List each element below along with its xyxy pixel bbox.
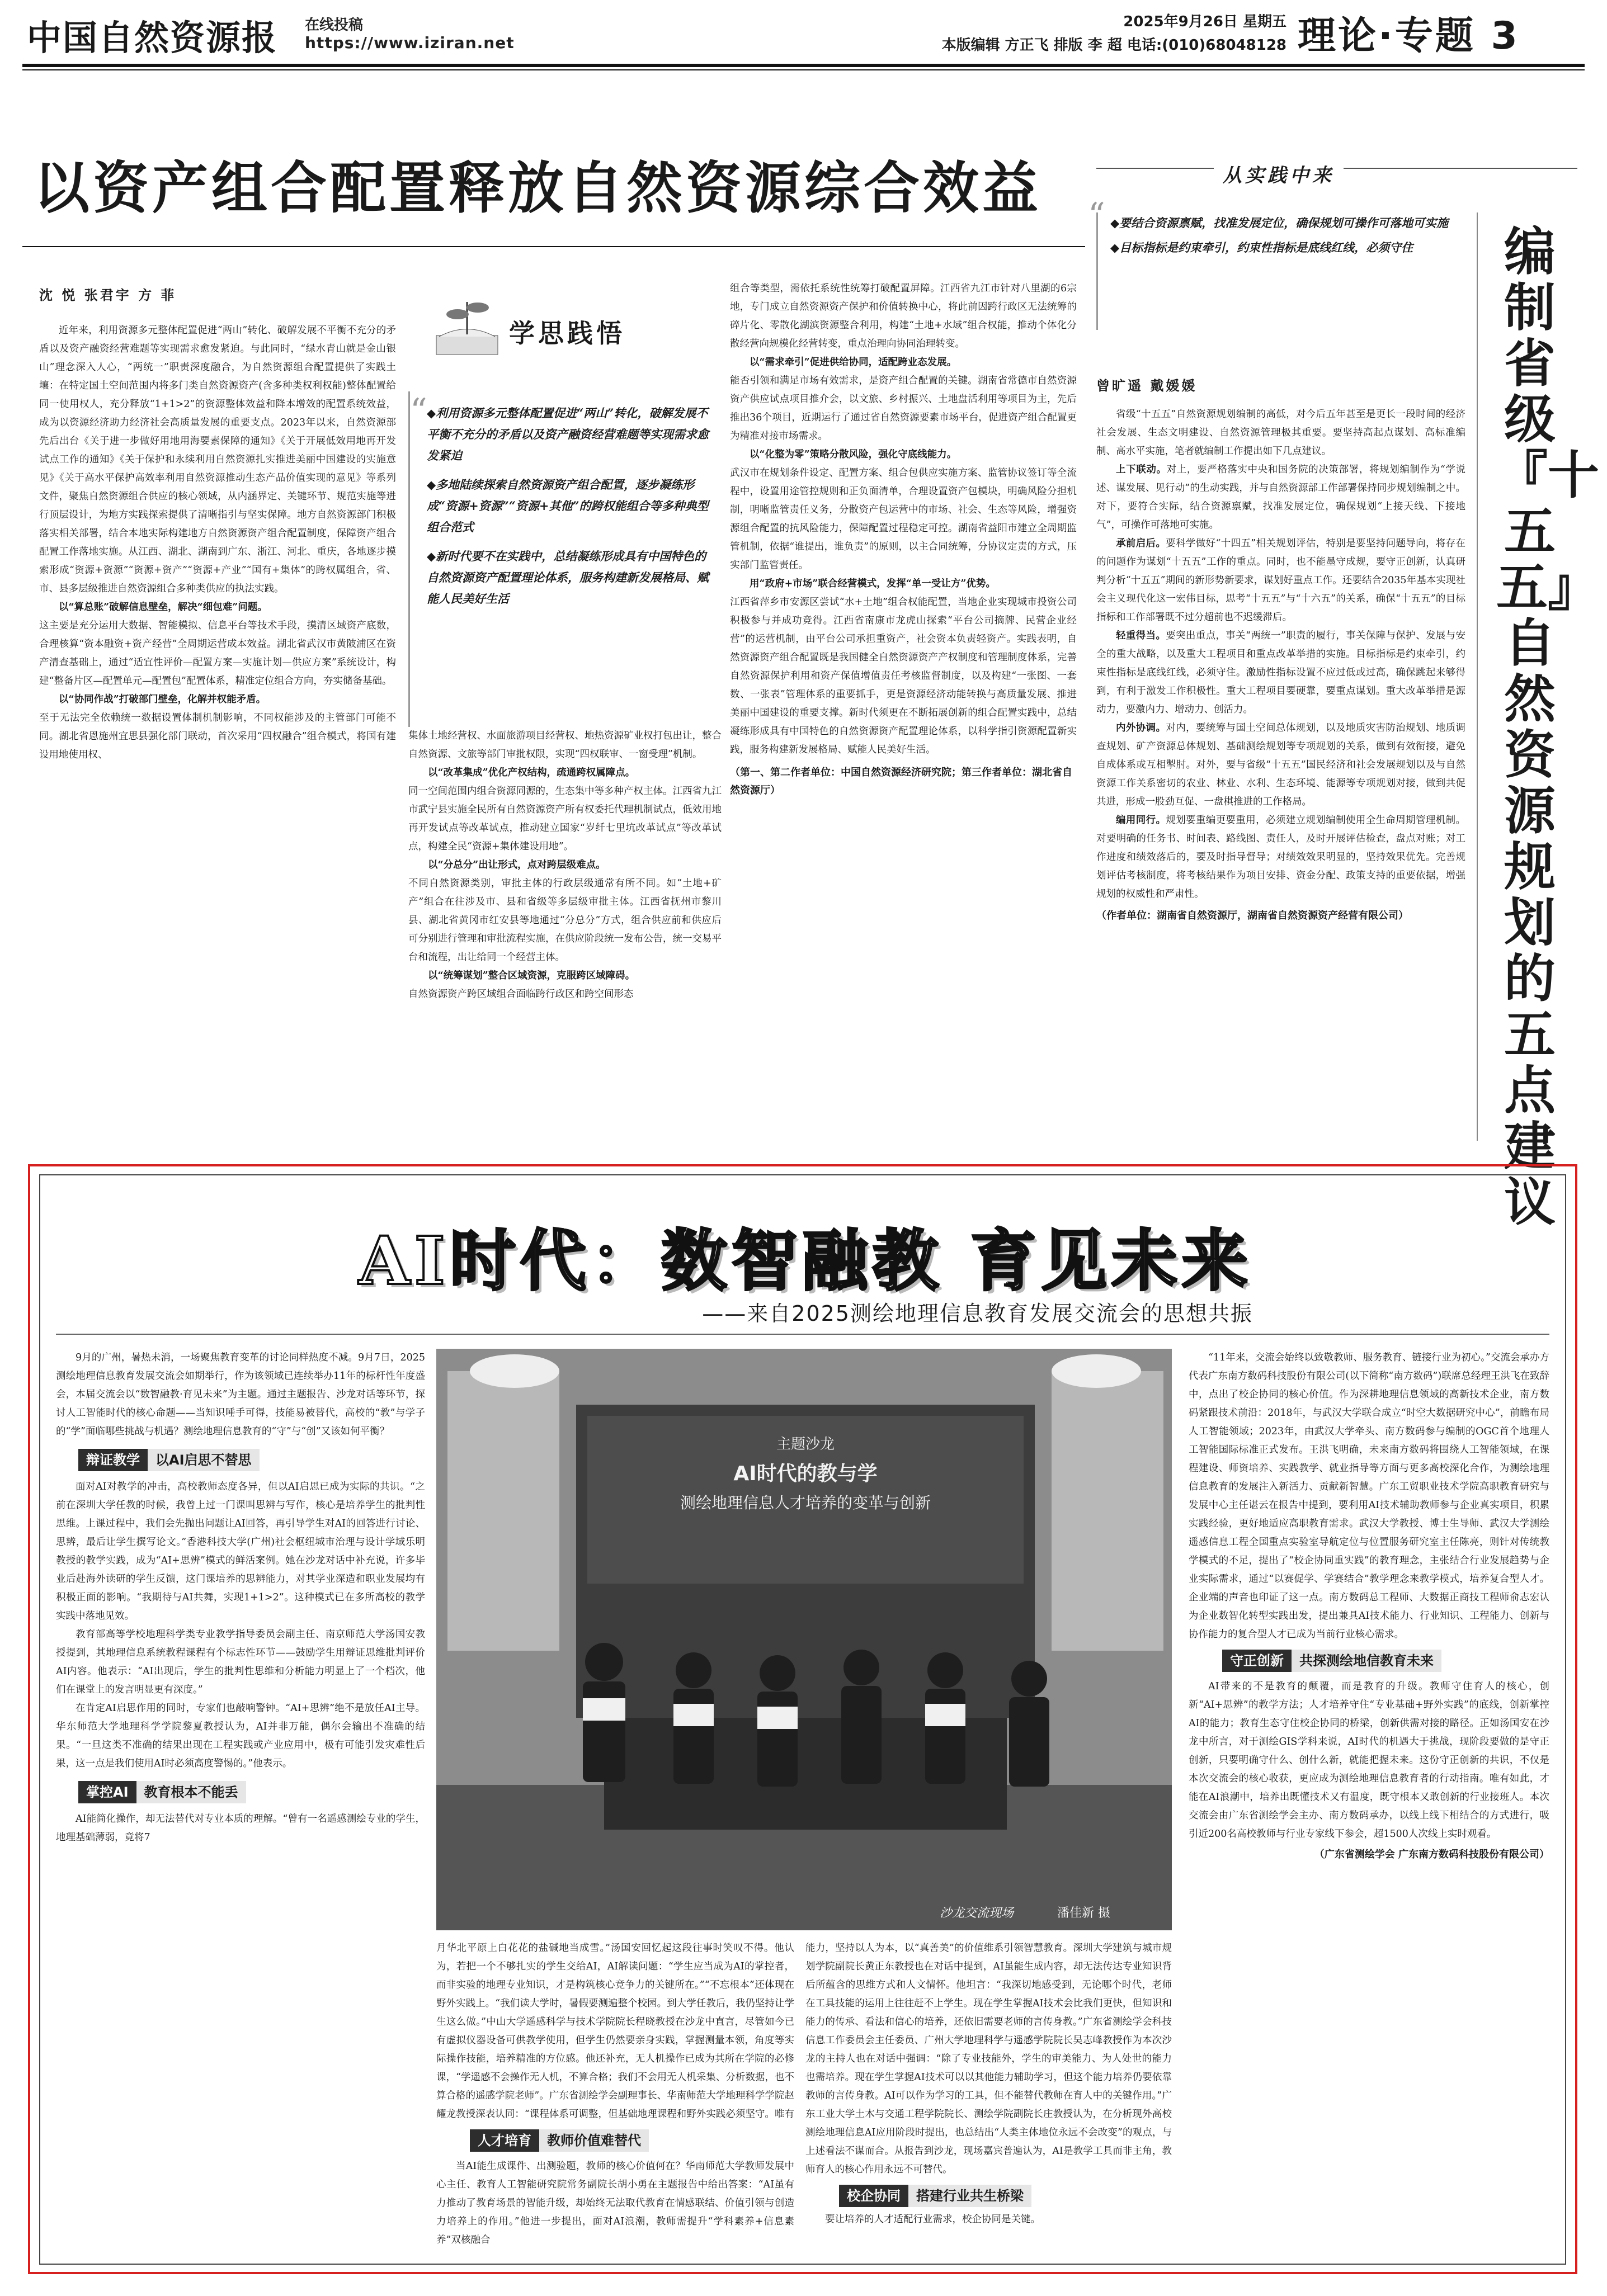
article1-col2-body: 集体土地经营权、水面旅游项目经营权、地热资源矿业权打包出让，整合自然资源、文旅等部门审批权限，实现“四权联审、一窗受理”机制。 (408, 730, 722, 760)
book-plant-illustration (431, 291, 509, 363)
article2-vertical-headline: 编制省级『十五五』自然资源规划的五点建议 (1496, 221, 1600, 1232)
photo-banner (587, 1433, 1024, 1513)
quote-mark-icon: “ (410, 391, 427, 431)
website-link[interactable]: https://www.iziran.net (305, 34, 515, 52)
photo-banner-line2: AI时代的教与学 (733, 1462, 878, 1485)
article2-title-rule (1477, 212, 1478, 1141)
article2-authors: 曾旷遥 戴媛媛 (1096, 378, 1198, 394)
article2-body (1096, 405, 1465, 1138)
article1-col1-body: 近年来，利用资源多元整体配置促进“两山”转化、破解发展不平衡不充分的矛盾以及资产融资经营难题等实现需求愈发紧迫。与此同时，“绿水青山就是金山银山”理念深入人心，“两统一”职责深度融合，为自然资源组合配置提供了实践土壤：在特定国土空间范围内将多门类自然资源资产(含多种类权利权能)整体配置给同一使用权人，充分释放“1+1>2”的资源整体效益和降本增效的配置系统效益，成为以资源经济助力经济社会高质量发展的重要支点。2023年以来，自然资源部先后出台《关于进一步做好用地用海要素保障的通知》《关于开展低效用地再开发试点工作的通知》《关于保护和永续利用自然资源扎实推进美丽中国建设的实施意见》《关于高水平保护高效率利用自然资源推动生态产品价值实现的意见》等系列文件，聚焦自然资源组合供应的核心领域，从内涵界定、关键环节、规范实施等进行顶层设计，为地方实践探索提供了清晰指引与坚实保障。地方自然资源部门积极落实相关部署，结合本地实际构建地方自然资源资产组合配置制度，保障资产组合配置工作落地实施。从江西、湖北、湖南到广东、浙江、河北、重庆，各地逐步摸索形成“资源+资源”“资源+资产”“资源+产业”“国有+集体”的跨权属组合，省、市、县多层级推进自然资源组合多种类供应的执法实践。 (39, 325, 396, 594)
page-number: 3 (1491, 14, 1520, 58)
article1-col3-subhead1: 以“需求牵引”促进供给协同，适配跨业态发展。 (750, 357, 957, 368)
article3-headline: AI时代：数智融教 育见未来 (359, 1222, 1252, 1300)
article1-column-1 (39, 322, 396, 1149)
masthead-rule-thin (22, 69, 1585, 70)
article3-intro: 9月的广州，暑热未消，一场聚焦教育变革的讨论同样热度不减。9月7日，2025测绘地理信息教育发展交流会如期举行，作为该领域已连续举办11年的标杆性年度盛会，本届交流会以“数智融教·育见未来”为主题。通过主题报告、沙龙对话等环节，探讨人工智能时代的核心命题——当知识唾手可得，技能易被替代，高校的“教”与学子的“学”面临哪些挑战与机遇？测绘地理信息教育的“守”与“创”又该如何平衡？ (56, 1352, 425, 1437)
subhead-tag: 守正创新 (1222, 1650, 1292, 1672)
study-sidebar (408, 291, 722, 738)
article3-subhead-5 (1222, 1650, 1549, 1672)
photo-credit: 潘佳新 摄 (1057, 1906, 1110, 1920)
article2-quote-panel (1088, 196, 1454, 330)
article1-col2-sub1-body: 同一空间范围内组合资源同源的，生态集中等多种产权主体。江西省九江市武宁县实施全民所有自然资源资产所有权委托代理机制试点，低效用地再开发试点等改革试点，推动建立国家“岁纤七里坑改革试点”等改革试点，构建全民“资源+集体建设用地”。 (408, 786, 722, 852)
article1-col2-sub2-body: 不同自然资源类别，审批主体的行政层级通常有所不同。如“土地+矿产”组合在往涉及市、县和省级等多层级审批主体。江西省抚州市黎川县、湖北省黄冈市红安县等地通过“分总分”方式，组合供应前和供应后可分别进行管理和审批流程实施，在供应阶段统一发布公告，统一交易平台和流程，出让给同一个经营主体。 (408, 878, 722, 963)
subhead-tag: 校企协同 (839, 2185, 908, 2207)
practice-label: 从实践中来 (1214, 160, 1344, 187)
article2-point: 轻重得当。要突出重点，事关“两统一”职责的履行，事关保障与保护、发展与安全的重大战略，以及重大工程项目和重点改革举措的实施。目标指标是约束牵引，约束性指标是底线红线，必须守住。激励性指标设置不应过低或过高，确保跳起来够得到，有利于激发工作积极性。重大工程项目要硬靠，要重点谋划。重大改革举措是源动力，要激内力、增动力、创活力。 (1096, 630, 1465, 715)
subhead-title: 以AI启思不替思 (148, 1449, 260, 1471)
article1-col3-subhead3: 用“政府+市场”联合经营模式，发挥“单一受让方”优势。 (750, 578, 996, 589)
article1-col3-sub2-body: 武汉市在规划条件设定、配置方案、组合包供应实施方案、监管协议签订等全流程中，设置用途管控规则和正负面清单，合理设置资产包模块，明确风险分担机制，明晰监管责任义务，分散资产包运营中的市场、社会、生态等风险，增强资源组合配置的抗风险能力，保障配置过程稳定可控。湖南省益阳市建立全周期监管机制，依据“谁提出，谁负责”的原则，以主合同统筹，分协议定责的方式，压实部门监管责任。 (730, 467, 1077, 571)
article3-column-3 (805, 1939, 1172, 2260)
quote-mark-icon: “ (1088, 196, 1105, 235)
article1-authors: 沈 悦 张君宇 方 菲 (39, 287, 177, 303)
study-sidebar-label: 学思践悟 (509, 318, 625, 348)
subhead-title: 搭建行业共生桥梁 (908, 2185, 1031, 2207)
article3-subhead-4 (839, 2185, 1172, 2207)
article3-column-2 (436, 1939, 794, 2260)
article1-source: （第一、第二作者单位：中国自然资源经济研究院；第三作者单位：湖北省自然资源厅） (730, 767, 1072, 796)
masthead-rule (22, 64, 1585, 67)
article1-col2-subhead3: 以“统筹谋划”整合区域资源，克服跨区域障碍。 (428, 970, 635, 981)
article1-column-3 (730, 280, 1077, 1149)
paper-name: 中国自然资源报 (27, 17, 278, 58)
sidebar-item: ◆利用资源多元整体配置促进“两山”转化，破解发展不平衡不充分的矛盾以及资产融资经营难题等实现需求愈发紧迫 (427, 406, 709, 462)
photo-banner-line1: 主题沙龙 (776, 1436, 835, 1453)
article3-sec3-body: 当AI能生成课件、出测验题，教师的核心价值何在？华南师范大学教师发展中心主任、教育人工智能研究院常务副院长胡小勇在主题报告中给出答案：“AI虽有力推动了教育场景的智能升级，却始终无法取代教育在情感联结、价值引领与创造力培养上的作用。”他进一步提出，面对AI浪潮，教师需提升“学科素养+信息素养”双核融合 (436, 2161, 794, 2246)
photo-banner-line3: 测绘地理信息人才培养的变革与创新 (680, 1494, 931, 1512)
article3-sec1-body3: 在肯定AI启思作用的同时，专家们也敲响警钟。“AI+思辨”绝不是放任AI主导。华东师范大学地理科学学院黎夏教授认为，AI并非万能，偶尔会输出不准确的结果。“一旦这类不准确的结果出现在工程实践或产业应用中，极有可能引发灾难性后果，这一点是我们使用AI时必须高度警惕的。”他表示。 (56, 1703, 425, 1769)
article3-sec5-body: AI带来的不是教育的颠覆，而是教育的升级。教师守住育人的核心，创新“AI+思辨”的教学方法；人才培养守住“专业基础+野外实践”的底线，创新掌控AI的能力；教育生态守住校企协同的桥梁，创新供需对接的路径。正如汤国安在沙龙中所言，对于测绘GIS学科来说，AI时代的机遇大于挑战，现阶段要做的是守正创新，只要明确守什么、创什么新，就能把握未来。这份守正创新的共识，不仅是本次交流会的核心收获，更应成为测绘地理信息教育者的行动指南。唯有如此，才能在AI浪潮中，培养出既懂技术又有温度，既守根本又敢创新的行业接班人。本次交流会由广东省测绘学会主办、南方数码承办，以线上线下相结合的方式进行，吸引近200名高校教师与行业专家线下参会，超1500人次线上实时观看。 (1189, 1681, 1549, 1840)
event-photo (436, 1349, 1172, 1930)
article3-col4-body: “11年来，交流会始终以致敬教师、服务教育、链接行业为初心。”交流会承办方代表广东南方数码科技股份有限公司(以下简称“南方数码”)联席总经理王洪飞在致辞中，点出了校企协同的核心价值。作为深耕地理信息领域的高新技术企业，南方数码紧跟技术前沿：2018年，与武汉大学联合成立“时空大数据研究中心”，前瞻布局人工智能领域；2023年，由武汉大学牵头、南方数码参与编制的OGC首个地理人工智能国际标准正式发布。王洪飞明确，未来南方数码将围绕人工智能领域，在课程建设、师资培养、实践教学、就业指导等方面与更多高校深化合作，为测绘地理信息教育的发展注入新活力、贡献新智慧。广东工贸职业技术学院高职教育研究与发展中心主任谌云在报告中提到，要利用AI技术辅助教师参与企业真实项目，积累实践经验，更好地适应高职教育需求。武汉大学教授、博士生导师、武汉大学测绘遥感信息工程全国重点实验室导航定位与位置服务研究室主任陈亮，则针对传统教学模式的不足，提出了“校企协同重实践”的教育理念，主张结合行业发展趋势与企业实际需求，通过“以赛促学、学赛结合”教学理念来教学模式，培养复合型人才。企业端的声音也印证了这一点。南方数码总工程师、大数据正商技工程师俞志宏认为企业数智化转型实践出发，提出兼具AI技术能力、行业知识、工程能力、创新与协作能力的复合型人才已成为当前行业核心需求。 (1189, 1352, 1549, 1640)
subhead-title: 共探测绘地信教育未来 (1292, 1650, 1441, 1672)
subhead-title: 教师价值难替代 (539, 2129, 649, 2152)
article1-col2-subhead1: 以“改革集成”优化产权结构，疏通跨权属障点。 (428, 767, 635, 778)
article2-point: 内外协调。对内，要统筹与国土空间总体规划，以及地质灾害防治规划、地质调查规划、矿产资源总体规划、基础测绘规划等专项规划的关系，做到有效衔接，避免自成体系或互相掣肘。对外，要与省级“十五五”国民经济和社会发展规划以及与自然资源工作关系密切的农业、林业、水利、生态环境、能源等专项规划对接，做到共促共进，形成一股劲互促、一盘棋推进的工作格局。 (1096, 722, 1465, 807)
article2-source: （作者单位：湖南省自然资源厅，湖南省自然资源资产经营有限公司） (1096, 910, 1408, 922)
article3-title-rule (56, 1334, 1549, 1335)
editor-line: 本版编辑 方正飞 排版 李 超 电话:(010)68048128 (941, 37, 1286, 54)
article1-col1-sub2-body: 至于无法完全依赖统一数据设置体制机制影响，不同权能涉及的主管部门可能不同。湖北省恩施州宜思县强化部门联动，首次采用“四权融合”组合模式，将国有建设用地使用权、 (39, 712, 396, 760)
article1-col1-sub1-body: 这主要是充分运用大数据、智能模拟、信息平台等技术手段，摸清区域资产底数，合理核算“资本融资+资产经营”全周期运营成本效益。湖北省武汉市黄陂浦区在资产清查基础上，通过“适宜性评价—配置方案—实施计划—供应方案”系统设计，构建“整备片区—配置单元—配置包”配置体系，精准定位组合方向，夯实储备基础。 (39, 620, 396, 687)
subhead-tag: 辩证教学 (78, 1449, 148, 1471)
article1-headline: 以资产组合配置释放自然资源综合效益 (34, 155, 1042, 221)
headline-rule (22, 246, 1085, 247)
article2-point: 编用同行。规划要重编更要重用，必须建立规划编制使用全生命周期管理机制。对要明确的任务书、时间表、路线图、责任人，及时开展评估检查，盘点对账；对工作进度和绩效落后的，要及时指导督导；对绩效效果明显的，坚持效果优先。完善规划评估考核制度，将考核结果作为项目安排、资金分配、政策支持的重要依据，增强规划的权威性和严肃性。 (1096, 815, 1465, 900)
article1-col2-sub3-body: 自然资源资产跨区域组合面临跨行政区和跨空间形态 (408, 989, 634, 1000)
article1-col3-subhead2: 以“化整为零”策略分散风险，强化守底线能力。 (750, 449, 957, 460)
article1-col3-sub1-body: 能否引领和满足市场有效需求，是资产组合配置的关键。湖南省常德市自然资源资产供应试点项目推介会，以文旅、乡村振兴、土地盘活利用等项目为主，先后推出36个项目，近期运行了通过省自然资源要素市场平台，促进资产组合配置更为精准对接市场需求。 (730, 375, 1077, 442)
article3-subtitle: ——来自2025测绘地理信息教育发展交流会的思想共振 (702, 1301, 1253, 1326)
article3-subhead-1 (78, 1449, 425, 1471)
article3-sec4-body: 要让培养的人才适配行业需求，校企协同是关键。 (825, 2214, 1040, 2225)
subhead-title: 教育根本不能丢 (136, 1781, 246, 1803)
sidebar-item: ◆新时代要不在实践中，总结凝练形成具有中国特色的自然资源资产配置理论体系，服务构建新发展格局、赋能人民美好生活 (427, 549, 709, 606)
article2-intro: 省级“十五五”自然资源规划编制的高低，对今后五年甚至是更长一段时间的经济社会发展、生态文明建设、自然资源管理极其重要。要坚持高起点谋划、高标准编制、高水平实施，笔者就编制工作提出如下几点建议。 (1096, 409, 1465, 457)
section-title (1298, 6, 1520, 60)
article1-column-2 (408, 727, 722, 1149)
article1-col1-subhead2: 以“协同作战”打破部门壁垒，化解并权能矛盾。 (59, 694, 266, 705)
photo-caption: 沙龙交流现场 (940, 1906, 1014, 1920)
section-name: 理论·专题 (1298, 14, 1476, 58)
article2-point: 上下联动。对上，要严格落实中央和国务院的决策部署，将规划编制作为“学说述、谋发展、见行动”的生动实践，并与自然资源部工作部署保持同步规划编制之中。对下，要符合实际，结合资源禀赋，找准发展定位，确保规划“上接天线、下接地气”，可操作可落地可实施。 (1096, 464, 1465, 531)
article3-sec2-body: AI能简化操作，却无法替代对专业本质的理解。“曾有一名遥感测绘专业的学生，地理基础薄弱，竟将7 (56, 1813, 425, 1843)
article3-column-4 (1189, 1349, 1549, 2260)
article1-col3-body: 组合等类型，需依托系统性统筹打破配置屏障。江西省九江市针对八里湖的6宗地，专门成立自然资源资产保护和价值转换中心，将此前因跨行政区无法统筹的碎片化、零散化湖滨资源整合利用，构建“土地+水域”组合权能，推动个体化分散经营向规模化经营转变，重点治理向协同治理转变。 (730, 283, 1077, 349)
sidebar-item: ◆多地陆续探索自然资源资产组合配置，逐步凝练形成“资源+资源”“资源+其他”的跨权能组合等多种典型组合范式 (427, 478, 709, 534)
issue-date: 2025年9月26日 星期五 (1123, 13, 1286, 30)
article2-point: 承前启后。要科学做好“十四五”相关规划评估，特别是要坚持问题导向，将存在的问题作为谋划“十五五”工作的重点。同时，也不能墨守成规，要守正创新，认真研判分析“十五五”期间的新形势新要求，谋划好重点工作。还要结合2035年基本实现社会主义现代化这一宏伟目标，思考“十五五”与“十六五”的关系，确保“十五五”的目标指标和工作部署既不过分超前也不迟缓滞后。 (1096, 538, 1465, 623)
article3-sec1-body: 面对AI对教学的冲击，高校教师态度各异，但以AI启思已成为实际的共识。“之前在深圳大学任教的时候，我曾上过一门课叫思辨与写作，核心是培养学生的批判性思维。上课过程中，我们会先抛出问题让AI回答，再引导学生对AI的回答进行讨论、思辨，最后让学生撰写论文。”香港科技大学(广州)社会枢纽城市治理与设计学域乐明教授的教学实践，成为“AI+思辨”模式的鲜活案例。她在沙龙对话中补充说，许多毕业后赴海外读研的学生反馈，这门课培养的思辨能力，对其学业深造和职业发展均有积极正面的影响。“我期待与AI共舞，实现1+1>2”。这种模式已在多所高校的教学实践中落地见效。 (56, 1481, 425, 1622)
article3-subhead-2 (78, 1781, 425, 1803)
article1-col1-subhead1: 以“算总账”破解信息壁垒，解决“细包难”问题。 (59, 602, 267, 613)
article1-col2-subhead2: 以“分总分”出让形式，点对跨层级难点。 (428, 859, 606, 871)
article3-subhead-3 (470, 2129, 794, 2152)
article3-col3-body: 能力，坚持以人为本，以“真善美”的价值维系引领智慧教育。深圳大学建筑与城市规划学院副院长黄正东教授也在对话中提到，AI虽能生成内容，却无法传达专业知识背后所蕴含的思维方式和人文情怀。他坦言：“我深切地感受到，无论哪个时代，老师在工具技能的运用上往往赶不上学生。现在学生掌握AI技术会比我们更快，但知识和能力的传承、看法和信心的培养，还依旧需要老师的言传身教。”广东省测绘学会科技信息工作委员会主任委员、广州大学地理科学与遥感学院院长吴志峰教授作为本次沙龙的主持人也在对话中强调：“除了专业技能外，学生的审美能力、为人处世的能力也需培养。现在学生掌握AI技术可以以其他能力辅助学习，但这个能力培养仍要依靠教师的言传身教。AI可以作为学习的工具，但不能替代教师在育人中的关键作用。”广东工业大学土木与交通工程学院院长、测绘学院副院长庄教授认为，在分析现外高校测绘地理信息AI应用阶段时提出，也总结出“人类主体地位永远不会改变”的观点，与上述看法不谋而合。从报告到沙龙，现场嘉宾普遍认为，AI是教学工具而非主角，教师育人的核心作用永远不可替代。 (805, 1943, 1172, 2175)
subhead-tag: 掌控AI (78, 1781, 136, 1803)
subhead-tag: 人才培育 (470, 2129, 539, 2152)
online-submission-label: 在线投稿 (305, 17, 364, 34)
article2-quote-item: ◆要结合资源禀赋，找准发展定位，确保规划可操作可落地可实施 (1110, 216, 1449, 230)
article3-column-1 (56, 1349, 425, 2260)
article3-col2-body: 月华北平原上白花花的盐碱地当成雪。”汤国安回忆起这段往事时笑叹不得。他认为，若把一个不够扎实的学生交给AI，AI解读问题：“学生应当成为AI的掌控者，而非实验的地理专业知识，才是构筑核心竞争力的关键所在。”“不忘根本”还体现在野外实践上。“我们读大学时，暑假要测遍整个校园。到大学任教后，我仍坚持让学生这么做。”中山大学遥感科学与技术学院院长程晓教授在沙龙中直言，尽管如今已有虚拟仪器设备可供教学使用，但学生仍然要亲身实践，掌握测量本领，角度等实际操作技能，培养精准的方位感。他还补充，无人机操作已成为其所在学院的必修课，“学遥感不会操作无人机，不算合格；我们不会用无人机采集、分析数据，也不算合格的遥感学院老师”。广东省测绘学会副理事长、华南师范大学地理科学学院赵耀龙教授深表认同：“课程体系可调整，但基础地理课程和野外实践必须坚守。唯有 (436, 1943, 794, 2120)
article3-source: （广东省测绘学会 广东南方数码科技股份有限公司） (1314, 1849, 1549, 1860)
article1-col3-sub3-body: 江西省萍乡市安源区尝试“水+土地”组合权能配置，当地企业实现城市投资公司积极参与并成功竞得。江西省南康市龙虎山探索“平台公司摘牌、民营企业经营”的运营机制，由平台公司承担重资产，社会资本负责轻资产。实践表明，自然资源资产组合配置既是我国健全自然资源资产产权制度和管理制度体系，完善自然资源保护利用和资产保值增值责任考核监督制度，以及构建“一张图、一套数、一张表”管理体系的重要抓手，更是资源经济动能转换与高质量发展、推进美丽中国建设的重要支撑。新时代须更在不断拓展创新的组合配置实践中，总结凝练形成具有中国特色的自然资源资产配置理论体系，以科学指引资源配置新实践，服务构建新发展格局、赋能人民美好生活。 (730, 597, 1077, 755)
article3-sec1-body2: 教育部高等学校地理科学类专业教学指导委员会副主任、南京师范大学汤国安教授提到，其地理信息系统教程课程有个标志性环节——鼓励学生用辩证思维批判评价AI内容。他表示：“AI出现后，学生的批判性思维和分析能力明显上了一个档次，他们在课堂上的发言明显更有深度。” (56, 1629, 425, 1695)
article2-quote-item: ◆目标指标是约束牵引，约束性指标是底线红线，必须守住 (1110, 240, 1413, 254)
sidebar-quote-panel (408, 391, 722, 727)
